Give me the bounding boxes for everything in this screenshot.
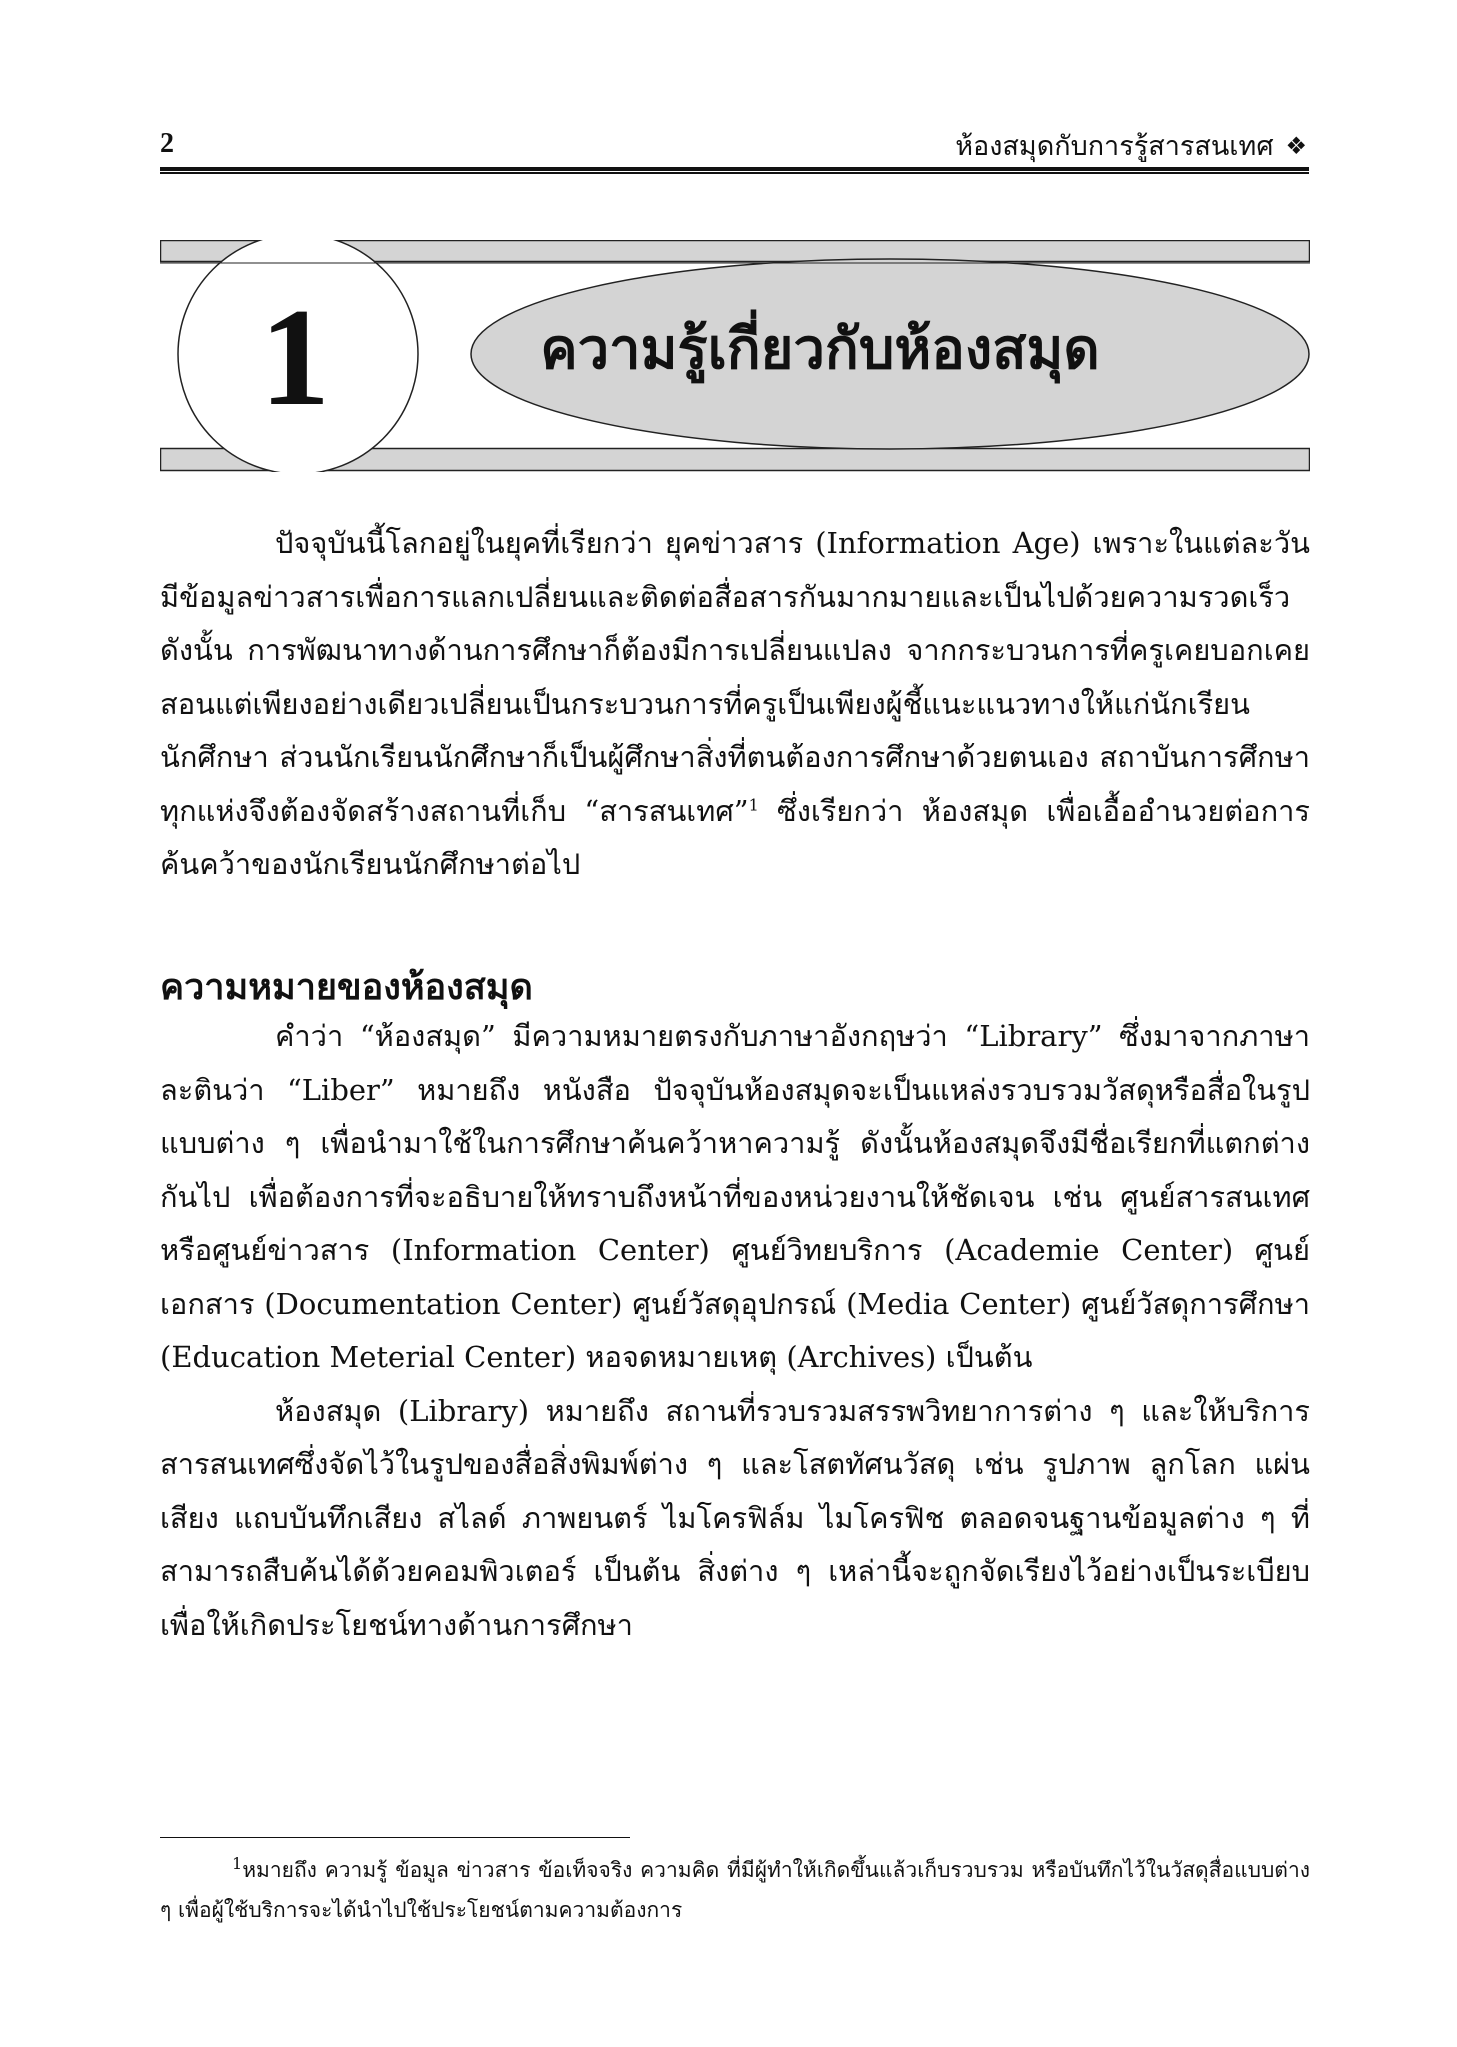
- footnote: [160, 1850, 1310, 1930]
- intro-paragraph: [160, 517, 1310, 892]
- header-rule: [160, 167, 1309, 174]
- intro-text: [160, 517, 1310, 892]
- diamond-ornament-icon: ❖: [1285, 131, 1307, 160]
- chapter-banner: [160, 240, 1310, 472]
- footnote-rule: [160, 1837, 630, 1838]
- footnote-text: หมายถึง ความรู้ ข้อมูล ข่าวสาร ข้อเท็จจริง ความคิด ที่มีผู้ทำให้เกิดขึ้นแล้วเก็บรวบรวม หรือบันทึกไว้ในวัสดุสื่อแบบต่าง ๆ เพื่อผู้ใช้บริการจะได้นำไปใช้ประโยชน์ตามความต้องการ: [160, 1858, 1310, 1922]
- intro-paragraph-part-2: ซึ่งเรียกว่า ห้องสมุด เพื่อเอื้ออำนวยต่อการค้นคว้าของนักเรียนนักศึกษาต่อไป: [160, 793, 1310, 881]
- page-number: 2: [160, 128, 174, 159]
- chapter-number: 1: [260, 280, 330, 435]
- section-paragraph-2: ห้องสมุด (Library) หมายถึง สถานที่รวบรวมสรรพวิทยาการต่าง ๆ และให้บริการสารสนเทศซึ่งจัดไว้ในรูปของสื่อสิ่งพิมพ์ต่าง ๆ และโสตทัศนวัสดุ เช่น รูปภาพ ลูกโลก แผ่นเสียง แถบบันทึกเสียง สไลด์ ภาพยนตร์ ไมโครฟิล์ม ไมโครฟิช ตลอดจนฐานข้อมูลต่าง ๆ ที่สามารถสืบค้นได้ด้วยคอมพิวเตอร์ เป็นต้น สิ่งต่าง ๆ เหล่านี้จะถูกจัดเรียงไว้อย่างเป็นระเบียบเพื่อให้เกิดประโยชน์ทางด้านการศึกษา: [160, 1393, 1310, 1642]
- footnote-marker: 1: [232, 1854, 243, 1873]
- chapter-title: ความรู้เกี่ยวกับห้องสมุด: [540, 317, 1100, 382]
- running-head-title: ห้องสมุดกับการรู้สารสนเทศ: [955, 131, 1274, 162]
- footnote-reference: 1: [748, 794, 759, 814]
- section-paragraph-1: คำว่า “ห้องสมุด” มีความหมายตรงกับภาษาอังกฤษว่า “Library” ซึ่งมาจากภาษาละตินว่า “Liber” หมายถึง หนังสือ ปัจจุบันห้องสมุดจะเป็นแหล่งรวบรวมวัสดุหรือสื่อในรูปแบบต่าง ๆ เพื่อนำมาใช้ในการศึกษาค้นคว้าหาความรู้ ดังนั้นห้องสมุดจึงมีชื่อเรียกที่แตกต่างกันไป เพื่อต้องการที่จะอธิบายให้ทราบถึงหน้าที่ของหน่วยงานให้ชัดเจน เช่น ศูนย์สารสนเทศ หรือศูนย์ข่าวสาร (Information Center) ศูนย์วิทยบริการ (Academie Center) ศูนย์เอกสาร (Documentation Center) ศูนย์วัสดุอุปกรณ์ (Media Center) ศูนย์วัสดุการศึกษา (Education Meterial Center) หอจดหมายเหตุ (Archives) เป็นต้น: [160, 1019, 1310, 1374]
- section-text: [160, 1010, 1310, 1652]
- intro-paragraph-part-1: ปัจจุบันนี้โลกอยู่ในยุคที่เรียกว่า ยุคข่าวสาร (Information Age) เพราะในแต่ละวันมีข้อมูลข่าวสารเพื่อการแลกเปลี่ยนและติดต่อสื่อสารกันมากมายและเป็นไปด้วยความรวดเร็ว ดังนั้น การพัฒนาทางด้านการศึกษาก็ต้องมีการเปลี่ยนแปลง จากกระบวนการที่ครูเคยบอกเคยสอนแต่เพียงอย่างเดียวเปลี่ยนเป็นกระบวนการที่ครูเป็นเพียงผู้ชี้แนะแนวทางให้แก่นักเรียนนักศึกษา ส่วนนักเรียนนักศึกษาก็เป็นผู้ศึกษาสิ่งที่ตนต้องการศึกษาด้วยตนเอง สถาบันการศึกษาทุกแห่งจึงต้องจัดสร้างสถานที่เก็บ “สารสนเทศ”: [160, 526, 1310, 828]
- running-head: [955, 124, 1307, 167]
- section-heading: ความหมายของห้องสมุด: [160, 967, 533, 1008]
